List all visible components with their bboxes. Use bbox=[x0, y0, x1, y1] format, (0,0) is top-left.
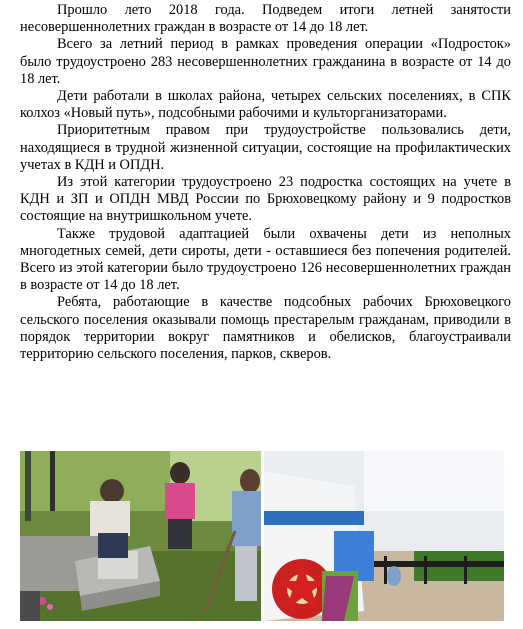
paragraph-workplaces: Дети работали в школах района, четырех сельских поселениях, в СПК колхоз «Новый путь», подсобными рабочими и культорганизаторами. bbox=[20, 88, 511, 122]
paragraph-employment-total: Всего за летний период в рамках проведения операции «Подросток» было трудоустроено 283 несовершеннолетних гражданина в возрасте от 14 до 18 лет. bbox=[20, 36, 511, 87]
paragraph-volunteer-work: Ребята, работающие в качестве подсобных рабочих Брюховецкого сельского поселения оказывали помощь престарелым гражданам, приводили в порядок территории вокруг памятников и обелисков, благоустраивали территорию сельского поселения, парков, скверов. bbox=[20, 294, 511, 363]
paragraph-registered-teens: Из этой категории трудоустроено 23 подростка состоящих на учете в КДН и ЗП и ОПДН МВД России по Брюховецкому району и 9 подростков состоящие на внутришкольном учете. bbox=[20, 174, 511, 225]
paragraph-priority: Приоритетным правом при трудоустройстве пользовались дети, находящиеся в трудной жизненной ситуации, состоящие на профилактических учетах в КДН и ОПДН. bbox=[20, 122, 511, 173]
paragraph-summer-intro: Прошло лето 2018 года. Подведем итоги летней занятости несовершеннолетних граждан в возрасте от 14 до 18 лет. bbox=[20, 2, 511, 36]
paragraph-families: Также трудовой адаптацией были охвачены дети из неполных многодетных семей, дети сироты, дети - оставшиеся без попечения родителей. Всего из этой категории было трудоустроено 126 несовершеннолетних граждан в возрасте от 14 до 18 лет. bbox=[20, 225, 511, 294]
photo-memorial-wreath bbox=[264, 451, 504, 621]
article-body bbox=[20, 2, 511, 363]
photo-volunteers-cleaning-grave bbox=[20, 451, 261, 621]
